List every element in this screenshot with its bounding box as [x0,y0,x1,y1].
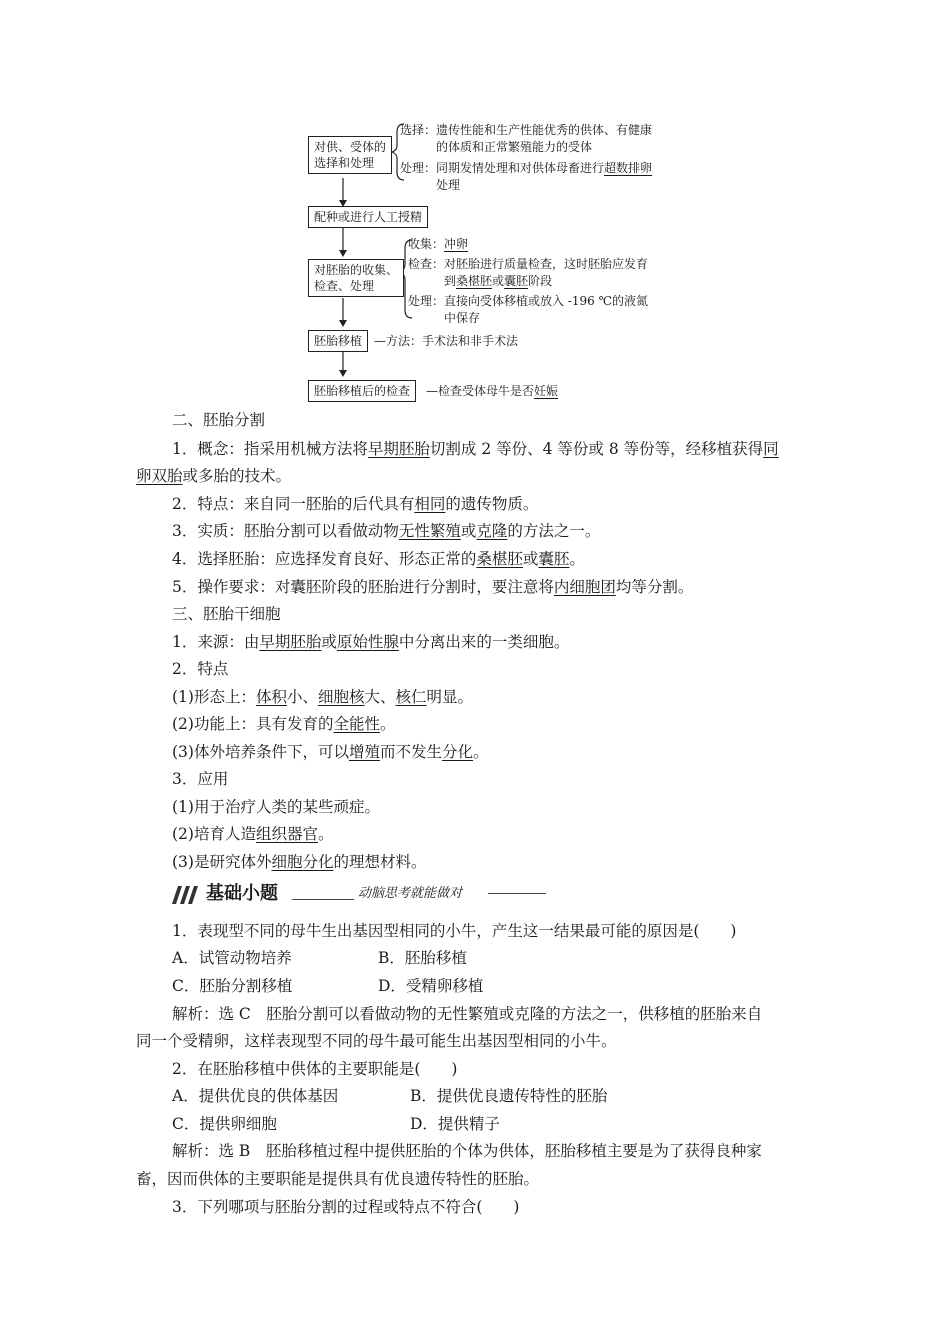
check-text: 对胚胎进行质量检查，这时胚胎应发育 [444,257,649,271]
sec3-p3-2: (2)培育人造组织器官。 [172,825,334,843]
q2-option-a: A．提供优良的供体基因 [172,1087,339,1105]
step1-process-row2: 处理 [436,178,461,192]
sec2-p3: 3．实质：胚胎分割可以看做动物无性繁殖或克隆的方法之一。 [172,522,601,540]
step-mating-insemination: 配种或进行人工授精 [308,206,428,228]
step3-process-row2: 中保存 [444,311,481,325]
q2-option-c: C．提供卵细胞 [172,1115,277,1133]
sec3-p1: 1．来源：由早期胚胎或原始性腺中分离出来的一类细胞。 [172,633,570,651]
blastocyst-term: 囊胚 [504,274,529,288]
section-title-embryo-splitting: 二、胚胎分割 [172,411,266,429]
question-3: 3．下列哪项与胚胎分割的过程或特点不符合( ) [172,1198,520,1216]
banner-subtitle: 动脑思考就能做对 [358,886,463,901]
q1-option-c: C．胚胎分割移植 [172,977,293,995]
q2-option-b: B．提供优良遗传特性的胚胎 [410,1087,608,1105]
collect-text: 冲卵 [444,237,469,251]
sec2-p5: 5．操作要求：对囊胚阶段的胚胎进行分割时，要注意将内细胞团均等分割。 [172,578,694,596]
question-1: 1．表现型不同的母牛生出基因型相同的小牛，产生这一结果最可能的原因是( ) [172,922,737,940]
section-title-stem-cells: 三、胚胎干细胞 [172,605,281,623]
sec2-p4: 4．选择胚胎：应选择发育良好、形态正常的桑椹胚或囊胚。 [172,550,585,568]
sec3-p3: 3．应用 [172,770,229,788]
q1-option-d: D．受精卵移植 [378,977,484,995]
step3-process-row1 [408,293,648,309]
banner-rule-left [292,899,354,900]
step-collect-line2: 检查、处理 [314,279,375,293]
morula-term: 桑椹胚 [456,274,493,288]
q1-option-a: A．试管动物培养 [172,949,292,967]
q1-answer-line1: 解析：选 C 胚胎分割可以看做动物的无性繁殖或克隆的方法之一，供移植的胚胎来自 [172,1005,763,1023]
q2-answer-line1: 解析：选 B 胚胎移植过程中提供胚胎的个体为供体，胚胎移植主要是为了获得良种家 [172,1142,762,1160]
superovulation-term: 超数排卵 [604,161,653,175]
step-select-and-process [308,136,392,174]
step-embryo-transfer: 胚胎移植 [308,330,368,352]
stripes-icon [172,886,202,904]
sec3-p2: 2．特点 [172,660,229,678]
step3-collect-row [408,236,468,252]
sec3-p3-3: (3)是研究体外细胞分化的理想材料。 [172,853,427,871]
process-text-2: 直接向受体移植或放入 -196 ℃的液氮 [444,294,649,308]
process-text: 同期发情处理和对供体母畜进行 [436,161,605,175]
question-2: 2．在胚胎移植中供体的主要职能是( ) [172,1060,458,1078]
transfer-method-note: —方法：手术法和非手术法 [374,334,519,348]
step1-select-row1 [400,122,652,138]
basic-exercises-banner [172,880,552,910]
step-post-transfer-check: 胚胎移植后的检查 [308,380,416,402]
step1-select-row2: 的体质和正常繁殖能力的受体 [436,140,593,154]
q1-option-b: B．胚胎移植 [378,949,467,967]
q1-answer-line2: 同一个受精卵，这样表现型不同的母牛最可能生出基因型相同的小牛。 [136,1032,617,1050]
sec3-p2-2: (2)功能上：具有发育的全能性。 [172,715,396,733]
sec2-p2: 2．特点：来自同一胚胎的后代具有相同的遗传物质。 [172,495,539,513]
banner-rule-right [488,893,546,894]
pregnancy-term: 妊娠 [534,384,559,398]
step3-check-row2: 到桑椹胚或囊胚阶段 [444,274,553,288]
step-embryo-collection [308,259,404,297]
step-collect-line1: 对胚胎的收集、 [314,263,399,277]
step3-check-row1 [408,256,648,272]
q2-answer-line2: 畜，因而供体的主要职能是提供具有优良遗传特性的胚胎。 [136,1170,540,1188]
sec3-p3-1: (1)用于治疗人类的某些顽症。 [172,798,380,816]
sec2-p1-line1: 1．概念：指采用机械方法将早期胚胎切割成 2 等份、4 等份或 8 等份等，经移植获得同 [172,440,779,458]
process-label-2: 处理： [408,294,445,308]
collect-label: 收集： [408,237,445,251]
banner-title: 基础小题 [206,883,278,904]
step1-process-row1 [400,160,652,176]
process-label: 处理： [400,161,437,175]
check-label: 检查： [408,257,445,271]
step-select-line1: 对供、受体的 [314,140,387,154]
embryo-transfer-flowchart [308,118,708,403]
post-check-note: —检查受体母牛是否妊娠 [426,384,559,398]
sec3-p2-1: (1)形态上：体积小、细胞核大、核仁明显。 [172,688,474,706]
sec2-p1-line2: 卵双胎或多胎的技术。 [136,467,292,485]
select-text: 遗传性能和生产性能优秀的供体、有健康 [436,123,653,137]
step-select-line2: 选择和处理 [314,156,375,170]
select-label: 选择： [400,123,437,137]
q2-option-d: D．提供精子 [410,1115,500,1133]
sec3-p2-3: (3)体外培养条件下，可以增殖而不发生分化。 [172,743,489,761]
